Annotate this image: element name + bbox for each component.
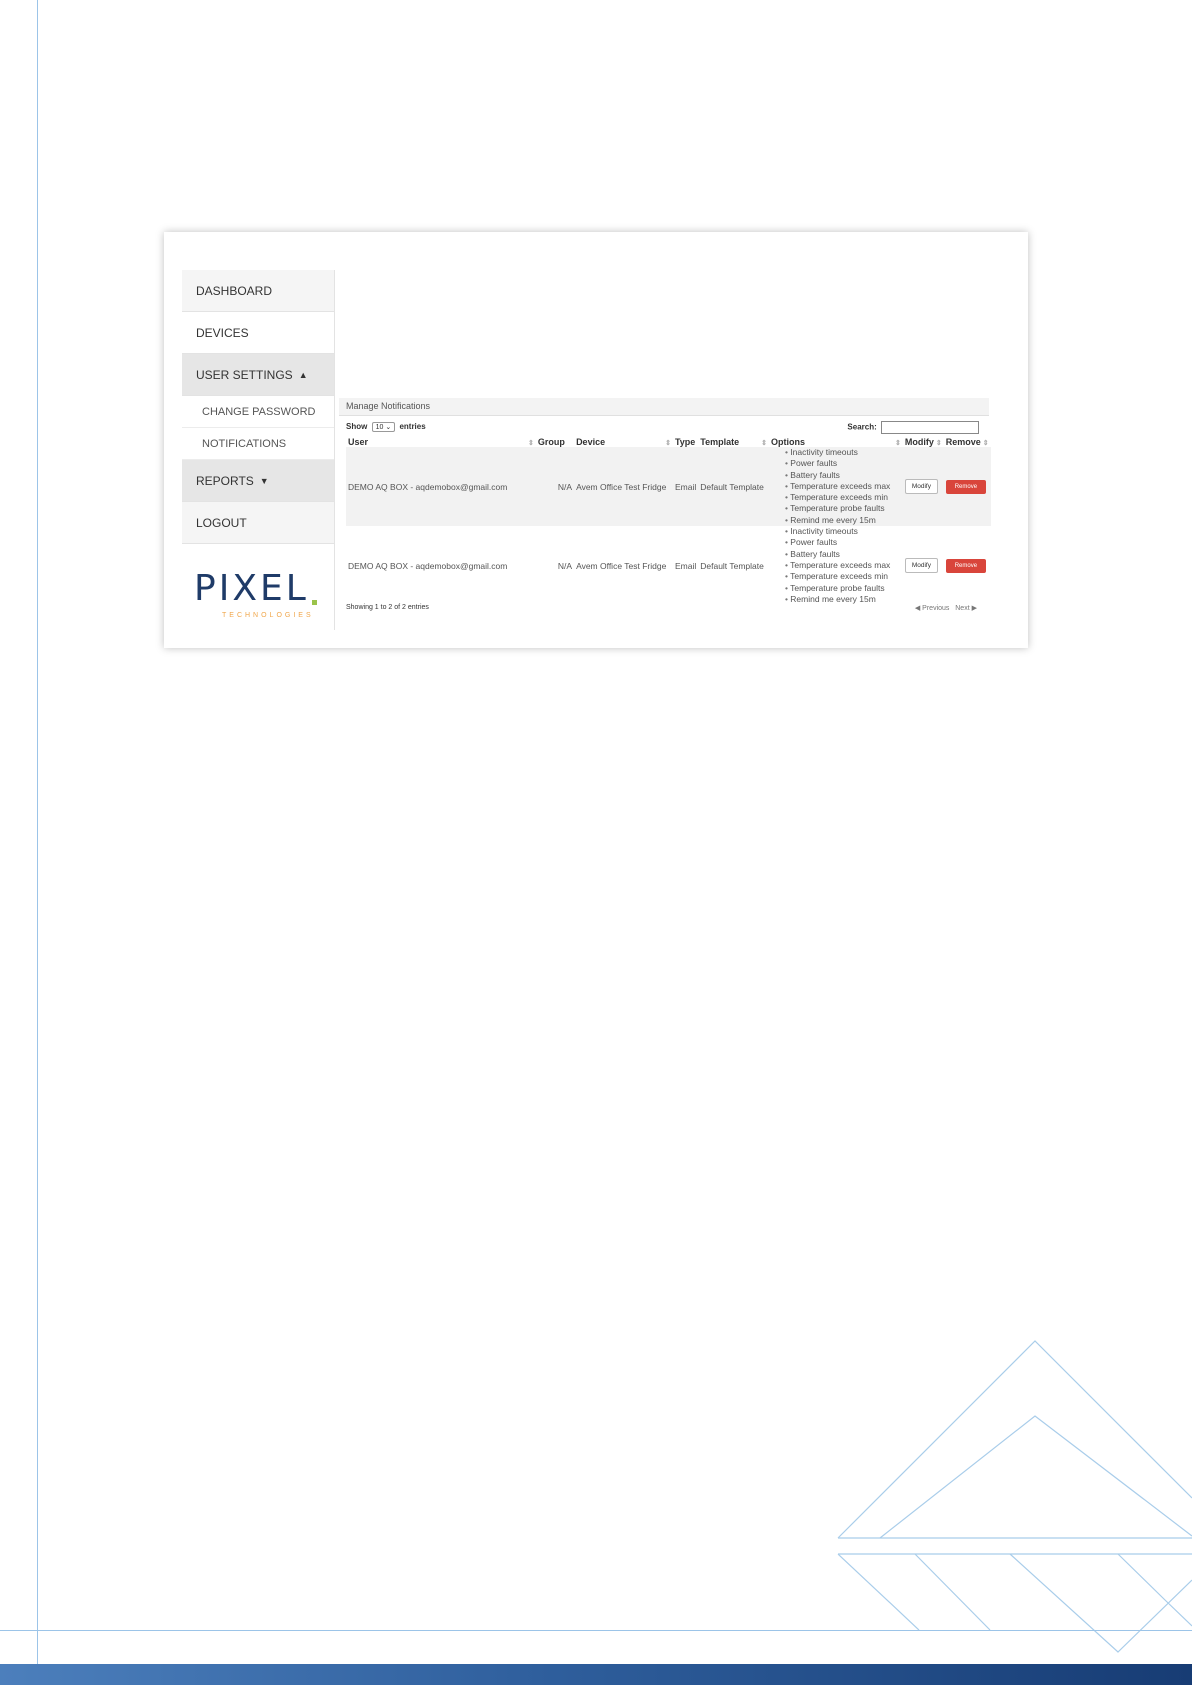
cell-type: Email [674, 560, 697, 571]
table-row [346, 526, 991, 605]
column-header-label: Modify [904, 436, 934, 447]
pagination [915, 604, 977, 612]
show-label: Show [346, 422, 368, 431]
cell-modify [903, 447, 944, 526]
panel-title: Manage Notifications [339, 398, 989, 416]
sidebar-item-notifications[interactable] [182, 428, 334, 460]
cell-device: Avem Office Test Fridge [574, 447, 673, 526]
column-header-device[interactable] [574, 436, 673, 447]
sidebar-item-label: LOGOUT [196, 515, 247, 530]
table-info: Showing 1 to 2 of 2 entries [346, 604, 429, 611]
entries-select-value: 10 [375, 424, 384, 431]
entries-length-control [346, 422, 426, 432]
column-header-template[interactable] [698, 436, 769, 447]
sidebar-item-label: CHANGE PASSWORD [202, 405, 316, 418]
sort-icon: ⇕ [528, 439, 534, 447]
entries-label: entries [399, 422, 426, 431]
logo-dot [312, 600, 317, 605]
cell-template: Default Template [698, 447, 769, 526]
modify-button[interactable]: Modify [905, 479, 938, 494]
options-list [771, 447, 901, 526]
logo-subtitle: TECHNOLOGIES [222, 612, 314, 619]
sort-icon: ⇕ [665, 439, 671, 447]
sidebar-item-label: REPORTS [196, 473, 254, 488]
sidebar-item-devices[interactable] [182, 312, 334, 354]
previous-button[interactable]: Previous [922, 605, 950, 612]
option-item: • Remind me every 15m [785, 515, 901, 526]
cell-options [769, 526, 903, 605]
sidebar-item-change-password[interactable] [182, 396, 334, 428]
column-header-label: User [348, 436, 369, 447]
column-header-label: Template [700, 436, 740, 447]
cell-options [769, 447, 903, 526]
entries-select[interactable] [372, 422, 396, 432]
sort-icon: ⇕ [982, 439, 989, 447]
option-item: • Battery faults [785, 549, 901, 560]
option-item: • Power faults [785, 458, 901, 469]
manage-notifications-panel [339, 398, 989, 626]
cell-group: N/A [536, 447, 574, 526]
sidebar-item-reports[interactable] [182, 460, 334, 502]
chevron-down-icon: ⌄ [385, 424, 392, 431]
caret-up-icon: ▲ [298, 369, 308, 380]
options-list [771, 526, 901, 605]
column-header-user[interactable] [346, 436, 536, 447]
sidebar-divider [334, 270, 335, 630]
option-item: • Temperature exceeds min [785, 492, 901, 503]
column-header-group[interactable] [536, 436, 574, 447]
modify-button[interactable]: Modify [905, 558, 938, 573]
sidebar-nav [182, 270, 334, 628]
column-header-modify[interactable] [903, 436, 944, 447]
column-header-remove[interactable] [944, 436, 991, 447]
sort-icon: ⇕ [935, 439, 942, 447]
sidebar-item-label: DEVICES [196, 325, 249, 340]
option-item: • Inactivity timeouts [785, 447, 901, 458]
sidebar-item-label: DASHBOARD [196, 283, 273, 298]
column-header-label: Remove [945, 436, 981, 447]
next-button[interactable]: Next [955, 605, 970, 612]
option-item: • Power faults [785, 537, 901, 548]
sidebar-item-label: NOTIFICATIONS [202, 437, 287, 450]
footer-rule [0, 1630, 1192, 1631]
sidebar-item-user-settings[interactable] [182, 354, 334, 396]
column-header-label: Group [537, 436, 565, 447]
notifications-table [346, 436, 991, 605]
option-item: • Temperature probe faults [785, 503, 901, 514]
sort-icon: ⇕ [894, 439, 901, 447]
cell-user: DEMO AQ BOX - aqdemobox@gmail.com [346, 447, 536, 526]
sort-icon: ⇕ [761, 439, 767, 447]
remove-button[interactable]: Remove [946, 559, 986, 573]
column-header-label: Options [770, 436, 805, 447]
cell-template: Default Template [700, 560, 764, 571]
table-controls [339, 416, 989, 432]
cell-group: N/A [557, 560, 573, 571]
sidebar-item-label: USER SETTINGS [196, 367, 293, 382]
logo-wordmark: PIXEL [194, 568, 309, 609]
cell-device: Avem Office Test Fridge [576, 560, 667, 571]
option-item: • Inactivity timeouts [785, 526, 901, 537]
pixel-logo [194, 566, 324, 626]
cell-modify [903, 526, 944, 605]
cell-remove [944, 447, 991, 526]
column-header-options[interactable] [769, 436, 903, 447]
option-item: • Remind me every 15m [785, 594, 901, 605]
footer-bar [0, 1664, 1192, 1685]
search-control [847, 421, 979, 434]
sidebar-item-logout[interactable] [182, 502, 334, 544]
cell-type: Email [673, 447, 698, 526]
option-item: • Battery faults [785, 470, 901, 481]
app-screenshot [164, 232, 1028, 648]
column-header-type[interactable] [673, 436, 698, 447]
previous-icon: ◀ [914, 605, 921, 612]
table-header-row [346, 436, 991, 447]
caret-down-icon: ▼ [259, 475, 269, 486]
sidebar-item-dashboard[interactable] [182, 270, 334, 312]
cell-user: DEMO AQ BOX - aqdemobox@gmail.com [348, 560, 508, 571]
table-row [346, 447, 991, 526]
next-icon: ▶ [971, 605, 977, 612]
option-item: • Temperature exceeds max [785, 481, 901, 492]
search-input[interactable] [881, 421, 979, 434]
column-header-label: Device [576, 436, 606, 447]
option-item: • Temperature probe faults [785, 583, 901, 594]
search-label: Search: [847, 422, 877, 432]
option-item: • Temperature exceeds min [785, 571, 901, 582]
column-header-label: Type [674, 436, 696, 447]
cell-remove [944, 526, 991, 605]
remove-button[interactable]: Remove [946, 480, 986, 494]
option-item: • Temperature exceeds max [785, 560, 901, 571]
